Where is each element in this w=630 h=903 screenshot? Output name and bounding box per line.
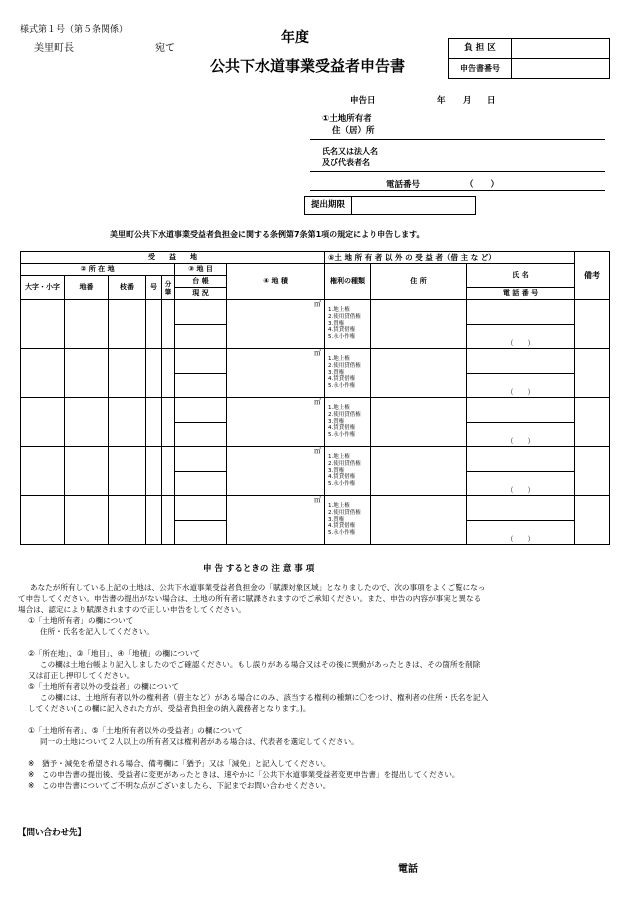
header-go: 号	[146, 276, 162, 300]
cell-phone[interactable]	[467, 423, 575, 447]
note15-title: ①「土地所有者」、⑤「土地所有者以外の受益者」の欄について	[28, 726, 243, 735]
cell-genkyo[interactable]	[175, 423, 227, 447]
date-year-unit: 年	[437, 96, 446, 106]
phone-parens: （ ）	[506, 388, 535, 396]
cell-bunpitsu[interactable]	[162, 447, 175, 496]
declaration-number-label: 申告書番号	[449, 59, 512, 79]
cell-aza[interactable]	[21, 349, 65, 398]
cell-genkyo[interactable]	[175, 374, 227, 398]
note15-body: 同一の土地について２人以上の所有者又は権利者がある場合は、代表者を選定してください。	[40, 737, 359, 746]
right-type-option[interactable]: 4.賃貸借権	[328, 523, 356, 530]
table-row	[21, 398, 610, 423]
cell-remarks[interactable]	[575, 496, 610, 545]
cell-phone[interactable]	[467, 374, 575, 398]
cell-right-type[interactable]	[325, 447, 371, 496]
table-row	[21, 447, 610, 472]
fiscal-year: 年度	[281, 30, 309, 46]
mayor-label: 美里町長	[34, 43, 74, 54]
cell-area[interactable]	[227, 398, 325, 447]
area-unit: ㎡	[314, 447, 322, 455]
cell-chiban[interactable]	[65, 300, 109, 349]
table-row	[21, 496, 610, 521]
cell-bunpitsu[interactable]	[162, 349, 175, 398]
notes-p1-line3: 場合は、認定により賦課されますので正しい申告をしてください。	[18, 605, 246, 614]
right-type-option[interactable]: 2.使用貸借権	[328, 509, 361, 516]
right-type-option[interactable]: 4.賃貸借権	[328, 327, 356, 334]
table-body	[21, 300, 610, 545]
header-name: 氏 名	[467, 264, 575, 288]
right-type-option[interactable]: 4.賃貸借権	[328, 425, 356, 432]
page-title: 公共下水道事業受益者申告書	[210, 57, 406, 75]
contact-label: 【問い合わせ先】	[18, 828, 87, 838]
right-type-option[interactable]: 5.永小作権	[328, 383, 356, 390]
land-table	[20, 251, 610, 545]
cell-edaban[interactable]	[109, 300, 146, 349]
right-type-option[interactable]: 1.地上権	[328, 405, 350, 411]
right-type-option[interactable]: 4.賃貸借権	[328, 376, 356, 383]
owner-address-line[interactable]	[310, 139, 605, 140]
header-right-type: 権利の種類	[325, 264, 371, 300]
notes-heading: 申 告 するときの 注 意 事 項	[203, 564, 315, 574]
header-edaban: 枝番	[109, 276, 146, 300]
cell-aza[interactable]	[21, 300, 65, 349]
cell-chiban[interactable]	[65, 398, 109, 447]
note5-title: ⑤「土地所有者以外の受益者」の欄について	[28, 682, 179, 691]
note1-body: 住所・氏名を記入してください。	[40, 627, 154, 636]
right-type-option[interactable]: 1.地上権	[328, 454, 350, 460]
owner-address-label: 住（居）所	[332, 126, 375, 136]
header-location: ② 所 在 地	[21, 264, 175, 276]
cell-name[interactable]	[467, 349, 575, 374]
intro-text: 美里町公共下水道事業受益者負担金に関する条例第7条第1項の規定により申告します。	[110, 230, 425, 239]
cell-go[interactable]	[146, 300, 162, 349]
table-row	[21, 300, 610, 325]
form-number: 様式第１号（第５条関係）	[20, 25, 129, 35]
notes-p1-line2: て申告してください。申告書の提出がない場合は、土地の所有者に賦課されますのでご承知ください。また、申告の内容が事実と異なる	[18, 594, 482, 603]
cell-right-type[interactable]	[325, 496, 371, 545]
cell-address[interactable]	[371, 496, 467, 545]
cell-daicho[interactable]	[175, 349, 227, 374]
right-type-option[interactable]: 5.永小作権	[328, 432, 356, 439]
cell-go[interactable]	[146, 496, 162, 545]
cell-phone[interactable]	[467, 521, 575, 545]
cell-aza[interactable]	[21, 447, 65, 496]
caution-3: ※ この申告書についてご不明な点がございましたら、下記までお問い合わせください。	[28, 781, 331, 790]
cell-area[interactable]	[227, 300, 325, 349]
cell-daicho[interactable]	[175, 447, 227, 472]
cell-area[interactable]	[227, 496, 325, 545]
right-type-option[interactable]: 1.地上権	[328, 503, 350, 509]
cell-bunpitsu[interactable]	[162, 300, 175, 349]
burden-area-label: 負 担 区	[449, 39, 512, 59]
deadline-field[interactable]	[352, 197, 476, 215]
cell-genkyo[interactable]	[175, 472, 227, 496]
contact-phone-label: 電話	[398, 864, 418, 875]
note5-body-line2: してください(この欄に記入された方が、受益者負担金の納入義務者となります。)。	[28, 704, 311, 713]
cell-address[interactable]	[371, 349, 467, 398]
cell-right-type[interactable]	[325, 349, 371, 398]
header-chiban: 地番	[65, 276, 109, 300]
header-land: 受 益 地	[21, 252, 325, 264]
phone-parens: （ ）	[465, 180, 500, 190]
area-unit: ㎡	[314, 496, 322, 504]
phone-parens: （ ）	[506, 486, 535, 494]
table-row	[21, 349, 610, 374]
right-type-option[interactable]: 2.使用貸借権	[328, 460, 361, 467]
header-phone: 電 話 番 号	[467, 288, 575, 300]
cell-daicho[interactable]	[175, 496, 227, 521]
header-genkyo: 現 況	[175, 288, 227, 300]
cell-go[interactable]	[146, 349, 162, 398]
right-type-option[interactable]: 1.地上権	[328, 356, 350, 362]
header-chimoku: ③ 地 目	[175, 264, 227, 276]
cell-address[interactable]	[371, 398, 467, 447]
date-day-unit: 日	[487, 96, 496, 106]
cell-chiban[interactable]	[65, 447, 109, 496]
header-bunpitsu: 分筆	[162, 276, 175, 300]
right-type-option[interactable]: 4.賃貸借権	[328, 474, 356, 481]
notes-p1-line1: あなたが所有している上記の土地は、公共下水道事業受益者負担金の「賦課対象区域」となりましたので、次の事項をよくご覧になっ	[30, 583, 486, 592]
cell-daicho[interactable]	[175, 300, 227, 325]
right-type-option[interactable]: 3.質権	[328, 369, 345, 376]
area-unit: ㎡	[314, 398, 322, 406]
notes-body	[18, 582, 488, 791]
header-aza: 大字・小字	[21, 276, 65, 300]
date-label: 申告日	[350, 96, 376, 106]
cell-bunpitsu[interactable]	[162, 496, 175, 545]
cell-right-type[interactable]	[325, 300, 371, 349]
cell-go[interactable]	[146, 447, 162, 496]
cell-name[interactable]	[467, 300, 575, 325]
right-type-option[interactable]: 3.質権	[328, 418, 345, 425]
header-beneficiary: ⑤土 地 所 有 者 以 外 の 受 益 者（借 主 な ど）	[325, 252, 575, 264]
phone-line[interactable]	[310, 190, 605, 191]
cell-edaban[interactable]	[109, 349, 146, 398]
cell-remarks[interactable]	[575, 447, 610, 496]
area-unit: ㎡	[314, 300, 322, 308]
burden-area-field[interactable]	[512, 39, 610, 59]
cell-edaban[interactable]	[109, 447, 146, 496]
cell-edaban[interactable]	[109, 496, 146, 545]
phone-parens: （ ）	[506, 437, 535, 445]
right-type-option[interactable]: 3.質権	[328, 467, 345, 474]
header-area: ④ 地 積	[227, 264, 325, 300]
header-remarks: 備考	[575, 252, 610, 300]
cell-bunpitsu[interactable]	[162, 398, 175, 447]
cell-remarks[interactable]	[575, 398, 610, 447]
cell-go[interactable]	[146, 398, 162, 447]
right-type-option[interactable]: 5.永小作権	[328, 334, 356, 341]
cell-aza[interactable]	[21, 496, 65, 545]
right-type-option[interactable]: 2.使用貸借権	[328, 313, 361, 320]
declaration-number-field[interactable]	[512, 59, 610, 79]
cell-chiban[interactable]	[65, 496, 109, 545]
area-unit: ㎡	[314, 349, 322, 357]
phone-parens: （ ）	[506, 535, 535, 543]
cell-right-type[interactable]	[325, 398, 371, 447]
header-daicho: 台 帳	[175, 276, 227, 288]
owner-label: ①土地所有者	[322, 114, 372, 124]
phone-label: 電話番号	[386, 180, 421, 190]
note2-body-line2: 又は訂正し押印してください。	[28, 671, 135, 680]
cell-phone[interactable]	[467, 325, 575, 349]
caution-1: ※ 猶予・減免を希望される場合、備考欄に「猶予」又は「減免」と記入してください。	[28, 759, 331, 768]
header-address: 住 所	[371, 264, 467, 300]
right-type-option[interactable]: 3.質権	[328, 320, 345, 327]
deadline-box	[304, 196, 476, 215]
office-use-box	[448, 38, 610, 79]
date-month-unit: 月	[463, 96, 472, 106]
addressee-label: 宛て	[155, 43, 175, 54]
note5-body-line1: この欄には、土地所有者以外の権利者（借主など）がある場合にのみ、該当する権利の種類に〇をつけ、権利者の住所・氏名を記入	[40, 693, 489, 702]
owner-name-label: 氏名又は法人名	[322, 147, 378, 156]
right-type-option[interactable]: 3.質権	[328, 516, 345, 523]
right-type-option[interactable]: 1.地上権	[328, 307, 350, 313]
right-type-option[interactable]: 2.使用貸借権	[328, 362, 361, 369]
cell-address[interactable]	[371, 300, 467, 349]
phone-parens: （ ）	[506, 339, 535, 347]
cell-remarks[interactable]	[575, 349, 610, 398]
cell-address[interactable]	[371, 447, 467, 496]
cell-genkyo[interactable]	[175, 325, 227, 349]
right-type-option[interactable]: 2.使用貸借権	[328, 411, 361, 418]
owner-name-line[interactable]	[310, 171, 605, 172]
cell-edaban[interactable]	[109, 398, 146, 447]
cell-aza[interactable]	[21, 398, 65, 447]
cell-chiban[interactable]	[65, 349, 109, 398]
cell-name[interactable]	[467, 398, 575, 423]
note2-body-line1: この欄は土地台帳より記入しましたのでご確認ください。もし誤りがある場合又はその後に異動があったときは、その箇所を削除	[40, 660, 481, 669]
deadline-label: 提出期限	[305, 197, 352, 215]
note2-title: ②「所在地」、③「地目」、④「地積」の欄について	[28, 649, 201, 658]
note1-title: ①「土地所有者」の欄について	[28, 616, 134, 625]
cell-remarks[interactable]	[575, 300, 610, 349]
right-type-option[interactable]: 5.永小作権	[328, 530, 356, 537]
owner-name-label-2: 及び代表者名	[322, 158, 370, 167]
cell-genkyo[interactable]	[175, 521, 227, 545]
right-type-option[interactable]: 5.永小作権	[328, 481, 356, 488]
cell-area[interactable]	[227, 349, 325, 398]
cell-name[interactable]	[467, 447, 575, 472]
caution-2: ※ この申告書の提出後、受益者に変更があったときは、速やかに「公共下水道事業受益者変更申告書」を提出してください。	[28, 770, 460, 779]
cell-area[interactable]	[227, 447, 325, 496]
cell-daicho[interactable]	[175, 398, 227, 423]
cell-phone[interactable]	[467, 472, 575, 496]
cell-name[interactable]	[467, 496, 575, 521]
